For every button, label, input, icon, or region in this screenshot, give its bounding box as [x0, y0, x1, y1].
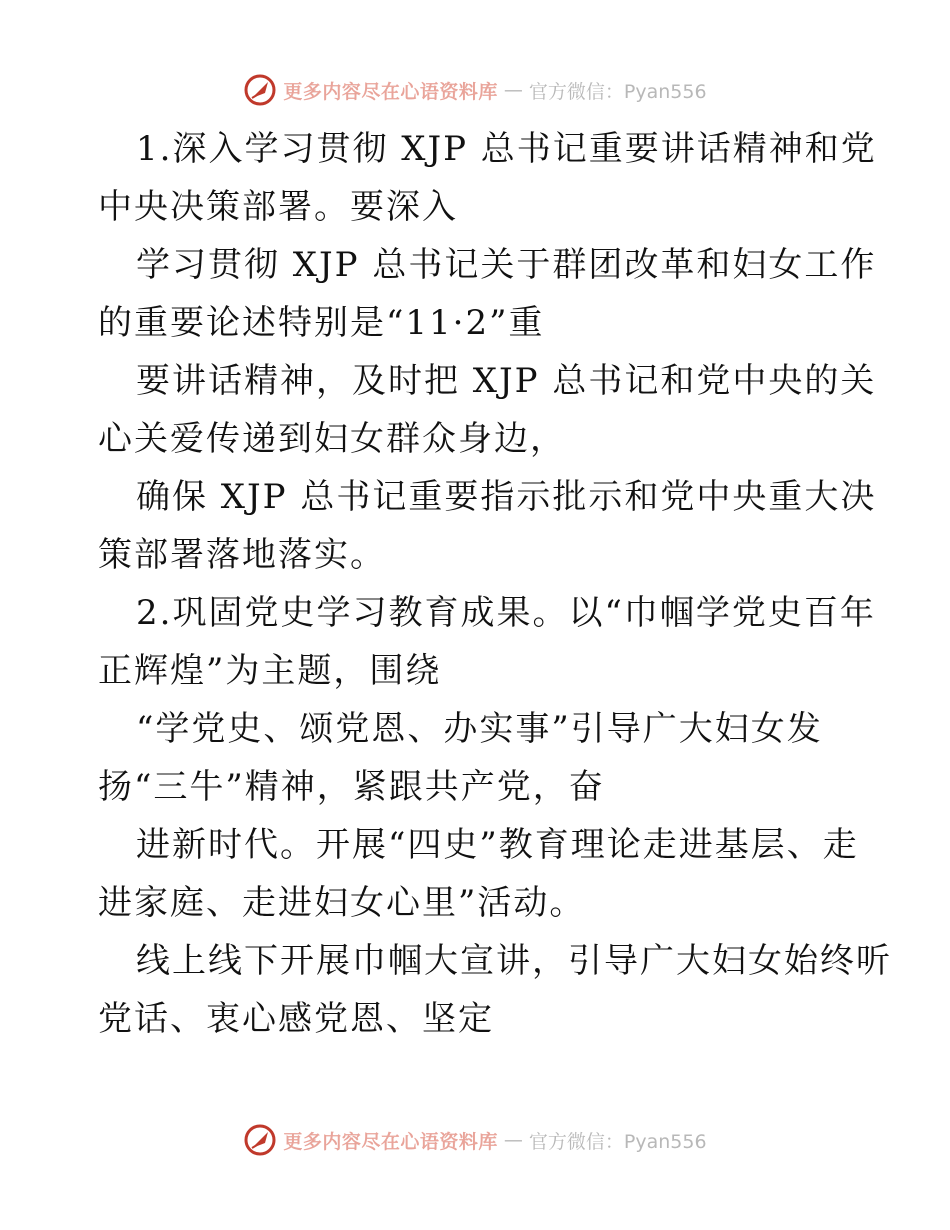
text-line: 2.巩固党史学习教育成果。以“巾帼学党史百年 [136, 593, 876, 633]
text-line: 要讲话精神，及时把 XJP 总书记和党中央的关 [136, 361, 877, 401]
text-line: 进新时代。开展“四史”教育理论走进基层、走 [136, 825, 859, 865]
text-line: 的重要论述特别是“11·2”重 [98, 303, 545, 343]
text-line: 策部署落地落实。 [98, 535, 386, 575]
text-line: 心关爱传递到妇女群众身边， [98, 419, 566, 459]
text-line: 确保 XJP 总书记重要指示批示和党中央重大决 [136, 477, 877, 517]
text-line: 正辉煌”为主题，围绕 [98, 651, 442, 691]
quill-logo-icon [243, 73, 277, 107]
watermark-wechat: 官方微信：Pyan556 [528, 1130, 707, 1153]
text-line: 中央决策部署。要深入 [98, 187, 458, 227]
text-line: 1.深入学习贯彻 XJP 总书记重要讲话精神和党 [136, 129, 877, 169]
text-line: “学党史、颂党恩、办实事”引导广大妇女发 [136, 709, 823, 749]
footer-watermark [0, 1122, 950, 1158]
watermark-separator: — [503, 79, 523, 101]
text-line: 进家庭、走进妇女心里”活动。 [98, 883, 586, 923]
watermark-separator: — [503, 1129, 523, 1151]
text-line: 扬“三牛”精神，紧跟共产党，奋 [98, 767, 605, 807]
quill-logo-icon [243, 1123, 277, 1157]
watermark-wechat: 官方微信：Pyan556 [528, 80, 707, 103]
text-line: 党话、衷心感党恩、坚定 [98, 999, 494, 1039]
text-line: 线上线下开展巾帼大宣讲，引导广大妇女始终听 [136, 941, 892, 981]
document-body [98, 120, 892, 1048]
watermark-brand: 更多内容尽在心语资料库 [283, 1130, 498, 1153]
watermark-brand: 更多内容尽在心语资料库 [283, 80, 498, 103]
text-line: 学习贯彻 XJP 总书记关于群团改革和妇女工作 [136, 245, 877, 285]
header-watermark [0, 72, 950, 108]
